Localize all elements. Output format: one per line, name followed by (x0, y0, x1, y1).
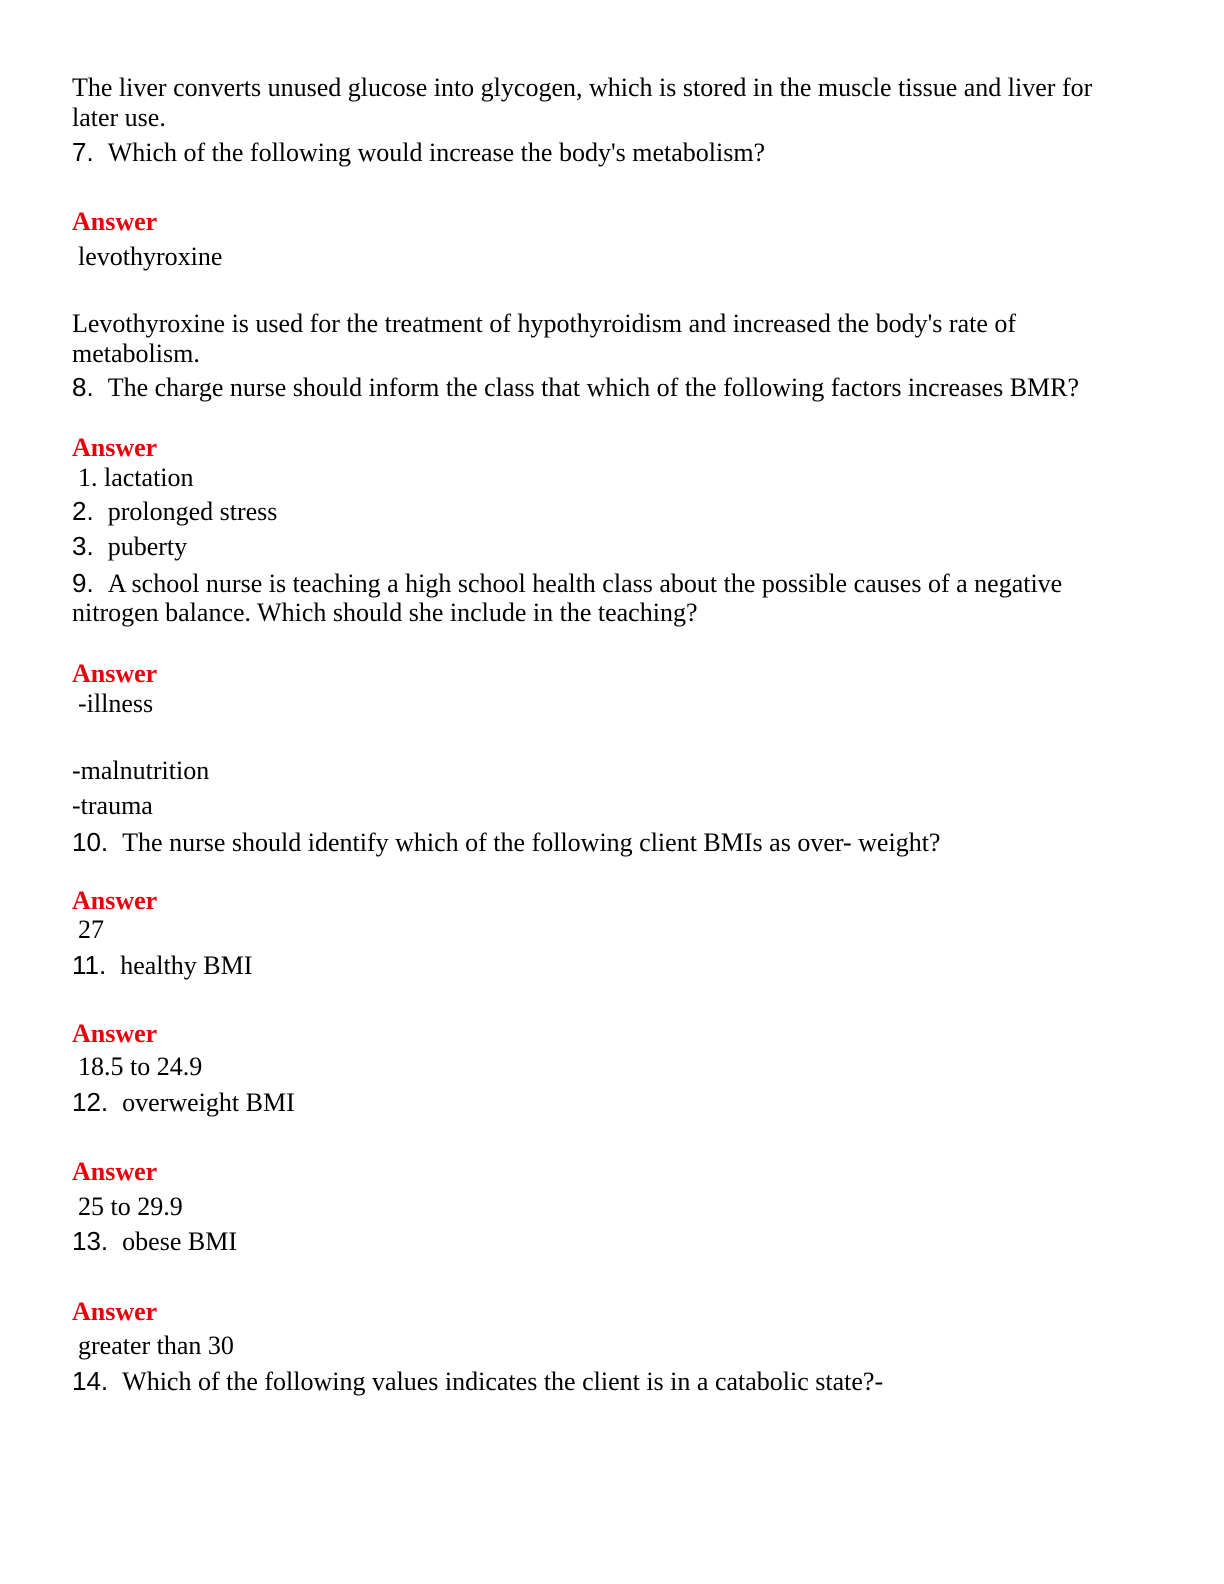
answer-item-1: -illness (78, 689, 154, 718)
question-9 (72, 568, 1062, 599)
answer-label: Answer (72, 433, 158, 462)
question-text: The charge nurse should inform the class that which of the following factors increases BMR? (107, 373, 1080, 402)
rationale-line-2: metabolism. (72, 339, 200, 368)
rationale-line-1: Levothyroxine is used for the treatment of hypothyroidism and increased the body's rate of (72, 309, 1017, 338)
question-number: 14. (72, 1366, 109, 1396)
answer-label: Answer (72, 207, 158, 236)
answer-text: levothyroxine (78, 242, 223, 271)
answer-label: Answer (72, 1019, 158, 1048)
answer-item-2: -malnutrition (72, 756, 210, 785)
question-number: 9. (72, 568, 94, 598)
answer-text: 18.5 to 24.9 (78, 1052, 203, 1081)
answer-item-2 (72, 496, 277, 527)
question-14 (72, 1366, 883, 1397)
list-text: puberty (107, 532, 188, 561)
question-text: Which of the following values indicates the client is in a catabolic state?- (122, 1367, 884, 1396)
question-number: 13. (72, 1226, 109, 1256)
question-9-line-2: nitrogen balance. Which should she include in the teaching? (72, 598, 698, 627)
question-text: healthy BMI (120, 951, 253, 980)
question-12 (72, 1087, 295, 1118)
answer-label: Answer (72, 659, 158, 688)
question-text: overweight BMI (122, 1088, 295, 1117)
answer-text: greater than 30 (78, 1331, 234, 1360)
question-10 (72, 827, 940, 858)
list-text: prolonged stress (107, 497, 278, 526)
question-number: 8. (72, 372, 94, 402)
intro-line-1: The liver converts unused glucose into glycogen, which is stored in the muscle tissue and liver for (72, 73, 1093, 102)
list-number: 2. (72, 496, 94, 526)
list-number: 3. (72, 531, 94, 561)
question-text: obese BMI (122, 1227, 237, 1256)
question-number: 11. (72, 950, 107, 980)
intro-line-2: later use. (72, 103, 166, 132)
answer-item-3: -trauma (72, 791, 153, 820)
question-text: Which of the following would increase the body's metabolism? (107, 138, 766, 167)
answer-item-1: 1. lactation (78, 463, 194, 492)
question-number: 10. (72, 827, 109, 857)
answer-label: Answer (72, 1157, 158, 1186)
question-number: 12. (72, 1087, 109, 1117)
question-13 (72, 1226, 237, 1257)
question-text: A school nurse is teaching a high school health class about the possible causes of a negative (107, 569, 1063, 598)
question-11 (72, 950, 252, 981)
answer-text: 27 (78, 915, 104, 944)
question-8 (72, 372, 1079, 403)
answer-text: 25 to 29.9 (78, 1192, 183, 1221)
question-number: 7. (72, 137, 94, 167)
answer-label: Answer (72, 1297, 158, 1326)
question-7 (72, 137, 765, 168)
answer-item-3 (72, 531, 187, 562)
question-text: The nurse should identify which of the following client BMIs as over- weight? (122, 828, 941, 857)
answer-label: Answer (72, 886, 158, 915)
